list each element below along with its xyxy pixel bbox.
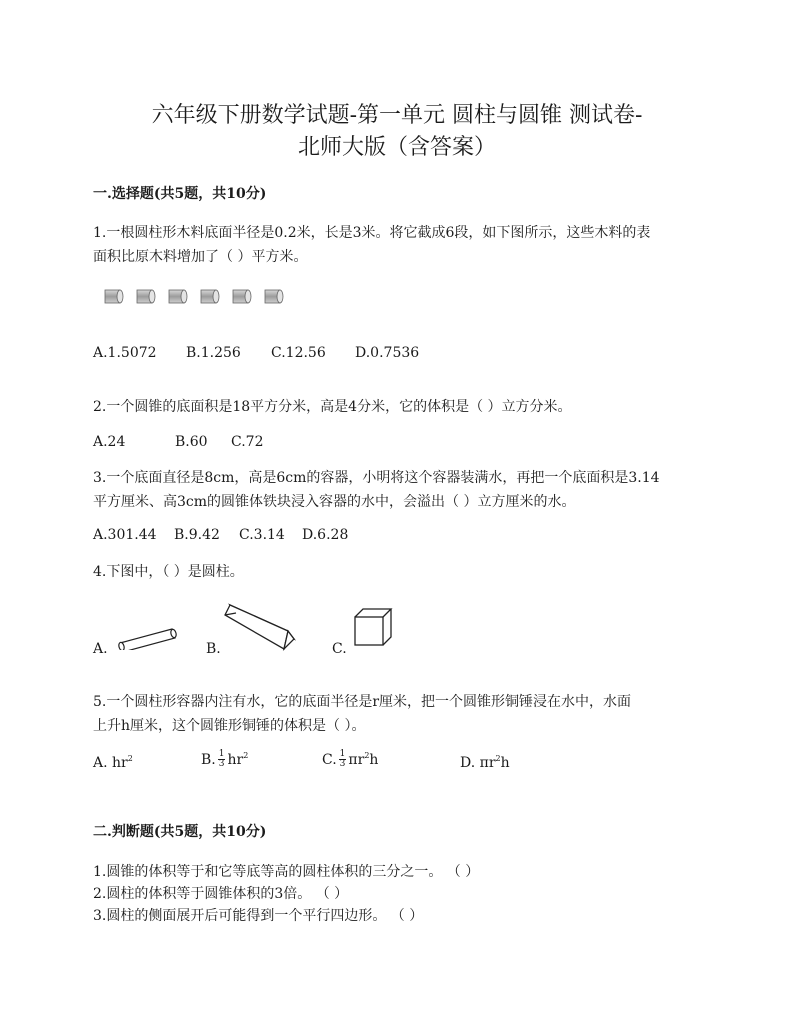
thin-cylinder-figure <box>114 624 180 650</box>
option-d[interactable]: D.6.28 <box>302 527 349 543</box>
log-piece-1 <box>105 290 123 303</box>
question-4 <box>93 560 708 584</box>
fraction-one-third: $\frac{1}{3}$ <box>218 749 225 769</box>
log-pieces-figure <box>100 284 300 308</box>
judge-item-1: 1.圆锥的体积等于和它等底等高的圆柱体积的三分之一。 （ ） <box>93 864 480 880</box>
question-2 <box>93 395 708 419</box>
option-a[interactable]: A.1.5072 <box>93 345 157 361</box>
log-piece-3 <box>169 290 187 303</box>
page-title-line2: 北师大版（含答案） <box>297 135 496 160</box>
question-5-line2: 上升h厘米，这个圆锥形铜锤的体积是（ ）。 <box>93 718 366 734</box>
section2-heading: 二.判断题(共5题，共10分) <box>93 824 267 840</box>
question-1-line1: 1.一根圆柱形木料底面半径是0.2米，长是3米。将它截成6段，如下图所示，这些木料的表 <box>93 225 651 241</box>
judge-item-3: 3.圆柱的侧面展开后可能得到一个平行四边形。 （ ） <box>93 908 424 924</box>
option-b[interactable]: B.60 <box>175 434 208 450</box>
option-d[interactable]: D.0.7536 <box>355 345 420 361</box>
section1-heading: 一.选择题(共5题，共10分) <box>93 186 267 202</box>
triangular-prism-figure <box>222 603 298 653</box>
question-3-options <box>93 527 348 543</box>
question-1-line2: 面积比原木料增加了（ ）平方米。 <box>93 249 308 265</box>
question-4-label-b[interactable]: B. <box>206 641 221 657</box>
option-a[interactable]: A.24 <box>93 434 126 450</box>
question-2-options <box>93 434 263 450</box>
option-c[interactable]: C.12.56 <box>271 345 326 361</box>
question-3-line2: 平方厘米、高3cm的圆锥体铁块浸入容器的水中，会溢出（ ）立方厘米的水。 <box>93 494 576 510</box>
option-b[interactable]: B.9.42 <box>174 527 220 543</box>
log-piece-4 <box>201 290 219 303</box>
log-piece-5 <box>233 290 251 303</box>
page-title-line1: 六年级下册数学试题-第一单元 圆柱与圆锥 测试卷- <box>151 103 643 128</box>
option-b[interactable]: B. $\frac{1}{3}$ $hr^2$ <box>201 749 249 769</box>
option-c[interactable]: C. $\frac{1}{3}$ $\pi r^2h$ <box>322 749 379 769</box>
question-2-line1: 2.一个圆锥的底面积是18平方分米，高是4分米，它的体积是（ ）立方分米。 <box>93 399 572 415</box>
option-c[interactable]: C.3.14 <box>239 527 285 543</box>
question-5-line1: 5.一个圆柱形容器内注有水，它的底面半径是r厘米，把一个圆锥形铜锤浸在水中，水面 <box>93 694 632 710</box>
option-a[interactable]: A.301.44 <box>93 527 157 543</box>
question-4-label-c[interactable]: C. <box>332 641 347 657</box>
question-3-line1: 3.一个底面直径是8cm，高是6cm的容器，小明将这个容器装满水，再把一个底面积是3.14 <box>93 470 660 486</box>
option-d[interactable]: D. $\pi r^2h$ <box>460 754 510 771</box>
question-5 <box>93 690 708 738</box>
option-b[interactable]: B.1.256 <box>186 345 241 361</box>
question-1-options <box>93 345 419 361</box>
question-4-line1: 4.下图中，（ ）是圆柱。 <box>93 564 244 580</box>
fraction-one-third: $\frac{1}{3}$ <box>339 749 346 769</box>
question-3 <box>93 466 708 514</box>
question-1 <box>93 221 708 269</box>
option-a[interactable]: A. $hr^2$ <box>93 754 133 771</box>
judge-item-2: 2.圆柱的体积等于圆锥体积的3倍。 （ ） <box>93 886 349 902</box>
option-c[interactable]: C.72 <box>231 434 264 450</box>
log-piece-2 <box>137 290 155 303</box>
question-4-label-a[interactable]: A. <box>93 641 108 657</box>
cube-figure <box>352 607 394 649</box>
log-piece-6 <box>265 290 283 303</box>
